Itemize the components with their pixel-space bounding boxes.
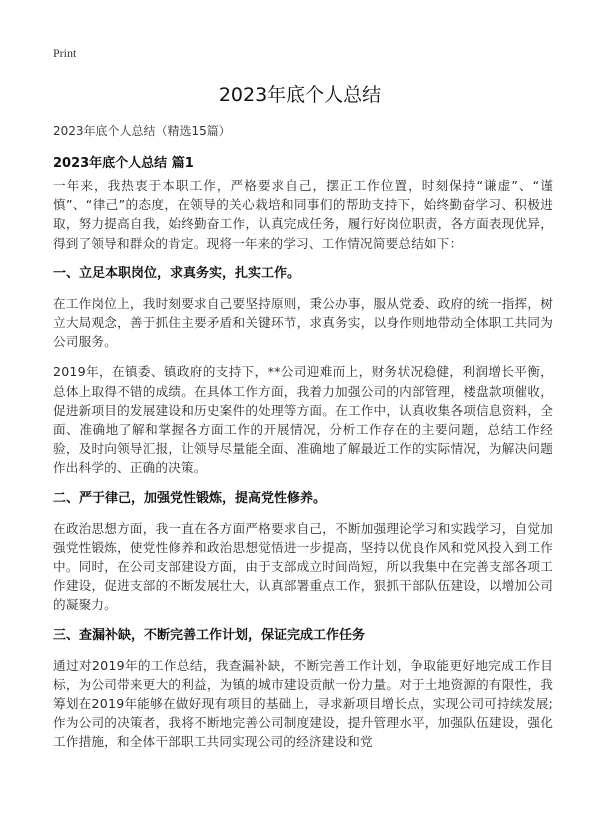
section-heading: 三、查漏补缺，不断完善工作计划，保证完成工作任务 [53, 627, 366, 643]
body-paragraph: 一年来，我热衷于本职工作，严格要求自己，摆正工作位置，时刻保持“谦虚”、“谨慎”、“律己”的态度，在领导的关心栽培和同事们的帮助支持下，始终勤奋学习、积极进取，努力提高自我，始终勤奋工作，认真完成任务，履行好岗位职责，各方面表现优异，得到了领导和群众的肯定。现将一年来的学习、工作情况简要总结如下： [53, 178, 553, 251]
body-paragraph: 2019年，在镇委、镇政府的支持下，**公司迎难而上，财务状况稳健，利润增长平衡，总体上取得不错的成绩。在具体工作方面，我着力加强公司的内部管理，楼盘款项催收，促进新项目的发展建设和历史案件的处理等方面。在工作中，认真收集各项信息资料，全面、准确地了解和掌握各方面工作的开展情况，分析工作存在的主要问题，总结工作经验，及时向领导汇报，让领导尽量能全面、准确地了解最近工作的实际情况，为解决问题作出科学的、正确的决策。 [53, 364, 553, 476]
body-paragraph: 在政治思想方面，我一直在各方面严格要求自己，不断加强理论学习和实践学习，自觉加强党性锻炼，使党性修养和政治思想觉悟进一步提高，坚持以优良作风和党风投入到工作中。同时，在公司支部建设方面，由于支部成立时间尚短，所以我集中在完善支部各项工作建设，促进支部的不断发展壮大，认真部署重点工作，狠抓干部队伍建设，以增加公司的凝聚力。 [53, 520, 553, 613]
section-title: 2023年底个人总结 篇1 [53, 156, 194, 171]
section-heading: 一、立足本职岗位，求真务实，扎实工作。 [53, 265, 301, 281]
section-heading: 二、严于律己，加强党性锻炼，提高党性修养。 [53, 490, 327, 506]
document-subtitle: 2023年底个人总结（精选15篇） [53, 124, 231, 138]
document-body [53, 176, 553, 763]
body-paragraph: 通过对2019年的工作总结，我查漏补缺，不断完善工作计划，争取能更好地完成工作目标，为公司带来更大的利益，为镇的城市建设贡献一份力量。对于土地资源的有限性，我筹划在2019年能够在做好现有项目的基础上，寻求新项目增长点，实现公司可持续发展;作为公司的决策者，我将不断地完善公司制度建设，提升管理水平，加强队伍建设，强化工作措施，和全体干部职工共同实现公司的经济建设和党 [53, 657, 553, 750]
document-title: 2023年底个人总结 [218, 84, 382, 106]
body-paragraph: 在工作岗位上，我时刻要求自己要坚持原则，秉公办事，服从党委、政府的统一指挥，树立大局观念，善于抓住主要矛盾和关键环节，求真务实，以身作则地带动全体职工共同为公司服务。 [53, 295, 553, 350]
print-link[interactable]: Print [53, 46, 77, 60]
